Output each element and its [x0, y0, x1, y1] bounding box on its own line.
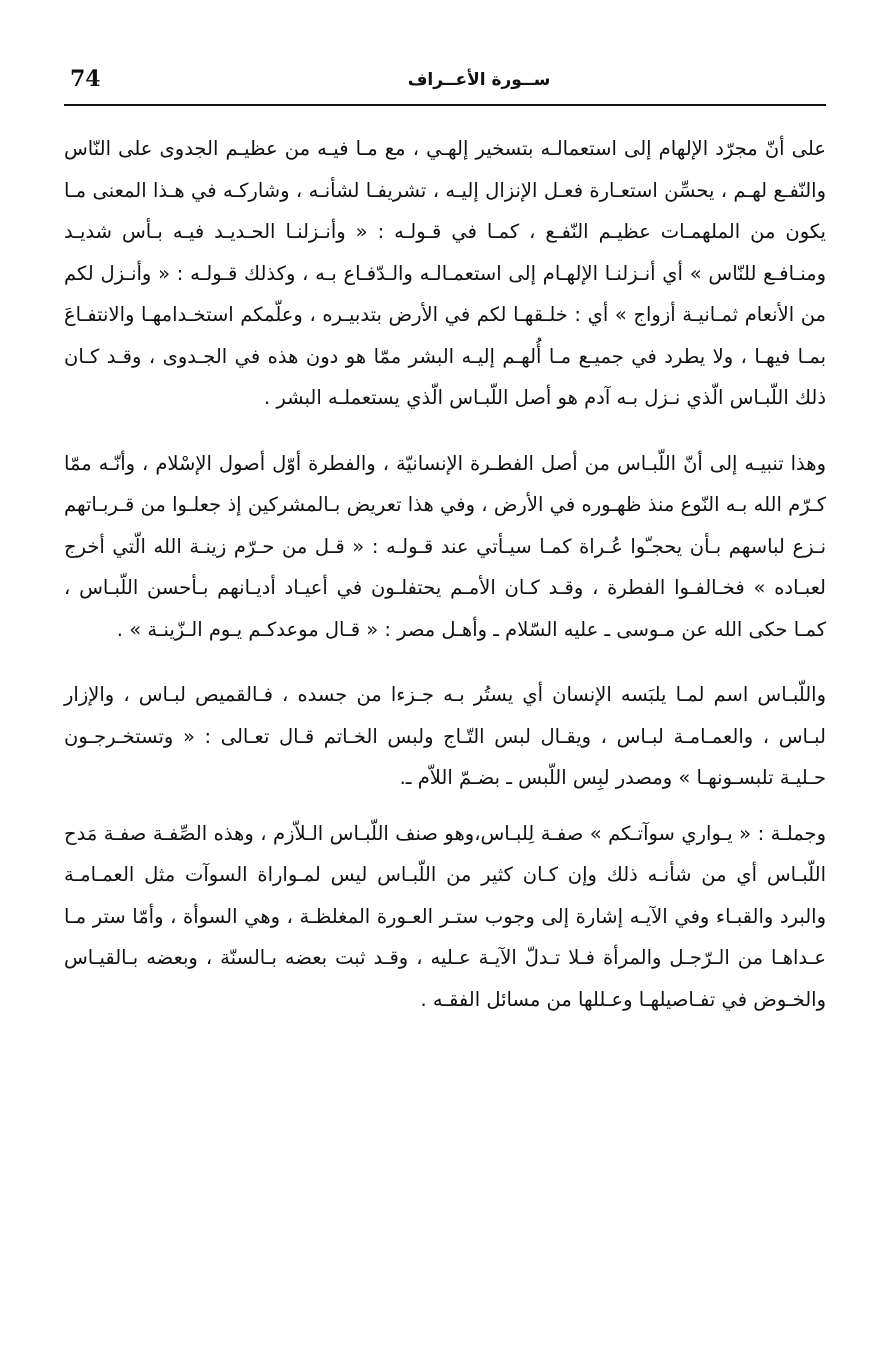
page-number: 74 [70, 66, 101, 92]
paragraph-4: وجملـة : « يـواري سوآتـكم » صفـة لِلبـاس،وهو صنف اللّبـاس الـلاّزم ، وهذه الصِّفـة صفـة مَدح اللّبـاس أي من شأنـه ذلك وإن كـان كثير من اللّبـاس ليس لمـواراة السوآت مثل العمـامـة والبرد والقبـاء وفي الآيـه إشارة إلى وجوب ستـر العـورة المغلظـة ، وهي السوأة ، وأمّا ستر مـا عـداهـا من الـرّجـل والمرأة فـلا تـدلّ الآيـة عـليه ، وقـد ثبت بعضه بـالسنّة ، وبعضه بـالقيـاس والخـوض في تفـاصيلهـا وعـللها من مسائل الفقـه . [64, 821, 826, 1011]
surah-title: ســورة الأعــراف [407, 70, 551, 90]
page-header [64, 64, 826, 106]
page-body [64, 128, 826, 1020]
paragraph-1: على أنّ مجرّد الإلهام إلى استعمالـه بتسخير إلهـي ، مع مـا فيـه من عظيـم الجدوى على النّاس والنّفـع لهـم ، يحسِّن استعـارة فعـل الإنزال إليـه ، تشريفـا لشأنـه ، وشاركـه في هـذا المعنى مـا يكون من الملهمـات عظيـم النّفـع ، كمـا في قـولـه : « وأنـزلنـا الحـديـد فيـه بـأس شديـد ومنـافـع للنّاس » أي أنـزلنـا الإلهـام إلى استعمـالـه والـدّفـاع بـه ، وكذلك قـولـه : « وأنـزل لكم من الأنعام ثمـانيـة أزواج » أي : خلـقهـا لكم في الأرض بتدبيـره ، وعلّمكم استخـدامهـا والانتفـاعَ بمـا فيهـا ، ولا يطرد في جميـع مـا أُلهـم إليـه البشر ممّا هو دون هذه في الجـدوى ، وقـد كـان ذلك اللّبـاس الّذي نـزل بـه آدم هو أصل اللّبـاس الّذي يستعملـه البشر . [64, 137, 826, 409]
paragraph-3: واللّبـاس اسم لمـا يلبَسه الإنسان أي يستُر بـه جـزءا من جسده ، فـالقميص لبـاس ، والإزار لبـاس ، والعمـامـة لبـاس ، ويقـال لبس التّـاج ولبس الخـاتم قـال تعـالى : « وتستخـرجـون حـليـة تلبسـونهـا » ومصدر لبِس اللّبس ـ بضـمّ اللاّم ـ. [64, 683, 826, 789]
paragraph-2: وهذا تنبيـه إلى أنّ اللّبـاس من أصل الفطـرة الإنسانيّة ، والفطرة أوّل أصول الإسْلام ، وأنّـه ممّا كـرّم الله بـه النّوع منذ ظهـوره في الأرض ، وفي هذا تعريض بـالمشركين إذ جعلـوا من قـربـاتهم نـزع لباسهم بـأن يحجـّوا عُـراة كمـا سيـأتي عند قـولـه : « قـل من حـرّم زينـة الله الّتي أخرج لعبـاده » فخـالفـوا الفطرة ، وقـد كـان الأمـم يحتفلـون في أعيـاد أديـانهم بـأحسن اللّبـاس ، كمـا حكى الله عن مـوسى ـ عليه السّلام ـ وأهـل مصر : « قـال موعدكـم يـوم الـزّينـة » . [64, 451, 826, 641]
